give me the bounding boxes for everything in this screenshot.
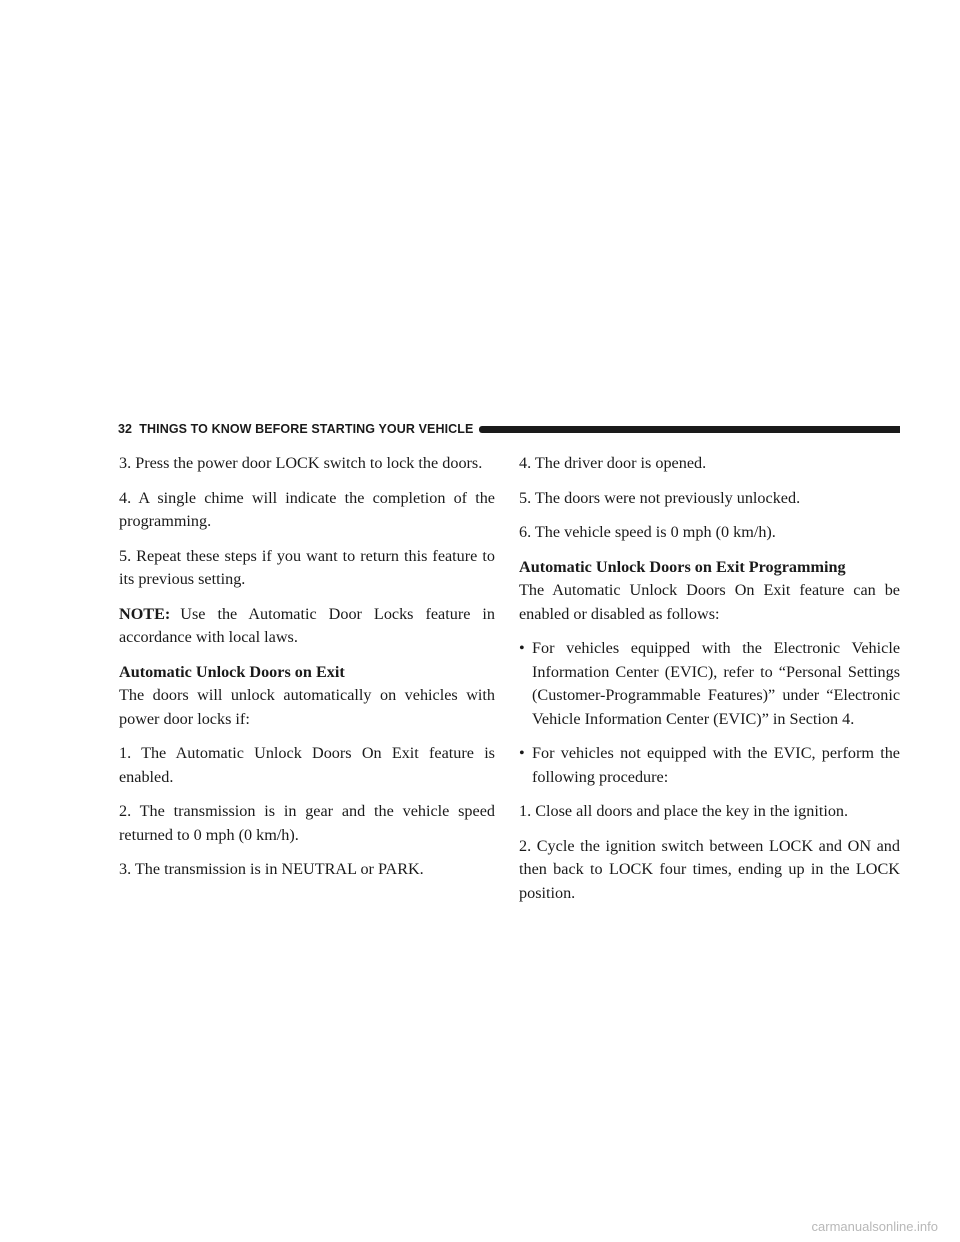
page-number: 32 [118, 422, 133, 436]
condition-4: 4. The driver door is opened. [519, 454, 707, 472]
step-5-repeat: 5. Repeat these steps if you want to return this feature to its previous setting. [119, 546, 495, 588]
section-heading-unlock-on-exit: Automatic Unlock Doors on Exit [119, 662, 345, 681]
right-column [519, 452, 900, 916]
condition-1: 1. The Automatic Unlock Doors On Exit feature is enabled. [119, 744, 495, 786]
step-3-lock: 3. Press the power door LOCK switch to lock the doors. [119, 454, 483, 472]
header-rule [479, 426, 900, 433]
section-title: THINGS TO KNOW BEFORE STARTING YOUR VEHICLE [139, 422, 474, 436]
note-text: Use the Automatic Door Locks feature in accordance with local laws. [119, 604, 495, 646]
procedure-step-1: 1. Close all doors and place the key in the ignition. [519, 802, 849, 820]
bullet-item-evic [519, 637, 900, 731]
bullet-item-no-evic [519, 742, 900, 789]
left-column [119, 452, 495, 893]
unlock-conditions-intro: The doors will unlock automatically on vehicles with power door locks if: [119, 686, 495, 728]
page-header-text [118, 422, 473, 436]
step-4-chime: 4. A single chime will indicate the completion of the programming. [119, 488, 495, 530]
note-label: NOTE: [119, 604, 171, 623]
bullet-text: For vehicles not equipped with the EVIC, perform the following procedure: [532, 744, 900, 786]
condition-5: 5. The doors were not previously unlocked. [519, 488, 801, 507]
condition-3: 3. The transmission is in NEUTRAL or PARK. [119, 860, 424, 878]
page-header [118, 418, 900, 440]
bullet-text: For vehicles equipped with the Electronic Vehicle Information Center (EVIC), refer to “Personal Settings (Customer-Programmable Features)” under “Electronic Vehicle Information Center (EVIC)” in Section 4. [532, 639, 900, 728]
note-paragraph [119, 603, 495, 650]
condition-6: 6. The vehicle speed is 0 mph (0 km/h). [519, 523, 776, 541]
watermark: carmanualsonline.info [811, 1219, 938, 1234]
procedure-step-2: 2. Cycle the ignition switch between LOCK and ON and then back to LOCK four times, ending up in the LOCK position. [519, 836, 900, 902]
section-heading-programming: Automatic Unlock Doors on Exit Programming [519, 557, 846, 576]
bullet-icon: • [519, 639, 525, 657]
bullet-icon: • [519, 744, 525, 762]
condition-2: 2. The transmission is in gear and the vehicle speed returned to 0 mph (0 km/h). [119, 802, 495, 844]
programming-intro: The Automatic Unlock Doors On Exit feature can be enabled or disabled as follows: [519, 581, 900, 623]
